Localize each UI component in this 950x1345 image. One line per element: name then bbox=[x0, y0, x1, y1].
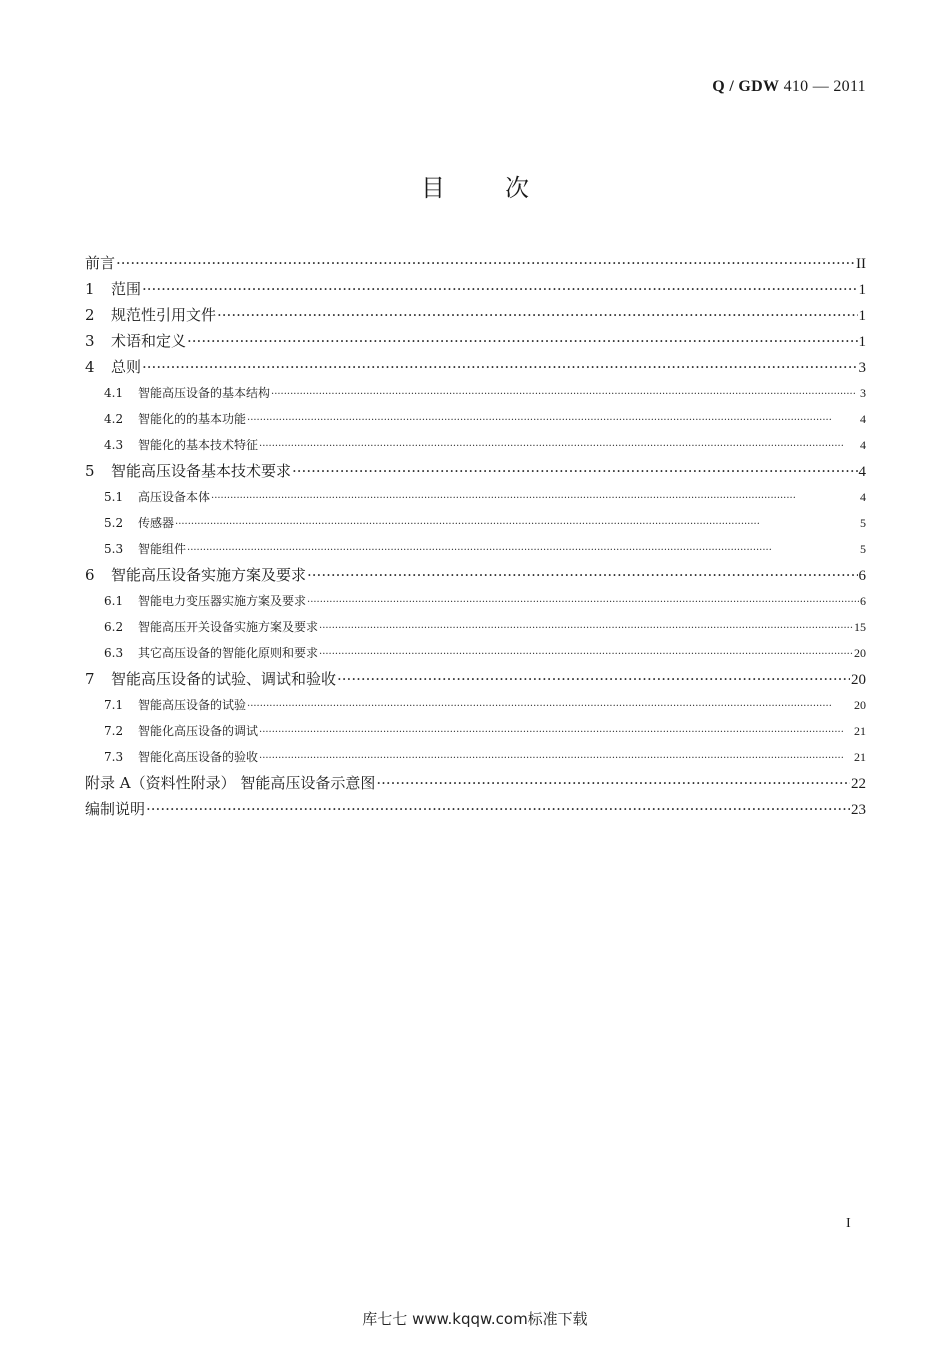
toc-entry-title: 智能高压设备基本技术要求 bbox=[111, 462, 292, 480]
page-title-right: 次 bbox=[505, 174, 529, 202]
page-number: I bbox=[846, 1216, 851, 1231]
toc-entry-page: 3 bbox=[860, 386, 866, 400]
toc-entry-number: 4.3 bbox=[104, 438, 124, 452]
toc-dot-leader bbox=[259, 744, 853, 772]
toc-entry-title: 附录 A（资料性附录） 智能高压设备示意图 bbox=[85, 774, 376, 792]
toc-dot-leader bbox=[307, 588, 859, 616]
toc-dot-leader bbox=[259, 718, 853, 746]
toc-entry-page: 21 bbox=[854, 750, 866, 764]
toc-entry-page: 1 bbox=[858, 308, 866, 324]
toc-entry-title: 智能化的基本技术特征 bbox=[138, 438, 259, 452]
toc-entry-page: 5 bbox=[860, 516, 866, 530]
toc-entry-number: 7.1 bbox=[104, 698, 124, 712]
toc-entry-page: 23 bbox=[851, 802, 866, 818]
toc-entry-page: 21 bbox=[854, 724, 866, 738]
toc-entry[interactable] bbox=[85, 458, 866, 484]
document-code-prefix: Q / GDW bbox=[712, 78, 780, 95]
toc-dot-leader bbox=[319, 614, 853, 642]
toc-subentry[interactable] bbox=[85, 406, 866, 432]
toc-entry-page: 1 bbox=[858, 334, 866, 350]
toc-entry-title: 智能高压设备的试验 bbox=[138, 698, 247, 712]
toc-dot-leader bbox=[142, 354, 857, 380]
toc-dot-leader bbox=[337, 666, 850, 692]
toc-subentry[interactable] bbox=[85, 614, 866, 640]
toc-dot-leader bbox=[247, 692, 853, 720]
toc-entry-title: 智能高压设备实施方案及要求 bbox=[111, 566, 307, 584]
toc-entry-page: II bbox=[856, 256, 866, 272]
toc-entry[interactable] bbox=[85, 666, 866, 692]
toc-subentry[interactable] bbox=[85, 692, 866, 718]
toc-dot-leader bbox=[211, 484, 859, 512]
toc-entry-number: 5 bbox=[85, 462, 95, 480]
toc-subentry[interactable] bbox=[85, 380, 866, 406]
toc-entry-number: 6.2 bbox=[104, 620, 124, 634]
toc-entry-title: 智能化高压设备的验收 bbox=[138, 750, 259, 764]
toc-dot-leader bbox=[116, 250, 855, 276]
toc-entry-number: 7 bbox=[85, 670, 95, 688]
toc-entry-page: 22 bbox=[851, 776, 866, 792]
toc-dot-leader bbox=[292, 458, 857, 484]
toc-entry-number: 1 bbox=[85, 280, 95, 298]
toc-entry-title: 总则 bbox=[111, 358, 142, 376]
toc-entry-page: 5 bbox=[860, 542, 866, 556]
toc-entry-number: 7.3 bbox=[104, 750, 124, 764]
toc-entry[interactable] bbox=[85, 562, 866, 588]
toc-entry-title: 编制说明 bbox=[85, 800, 146, 818]
toc-entry[interactable] bbox=[85, 354, 866, 380]
toc-entry-title: 规范性引用文件 bbox=[111, 306, 217, 324]
table-of-contents bbox=[85, 250, 866, 822]
toc-entry-page: 20 bbox=[854, 698, 866, 712]
toc-entry-title: 智能高压设备的试验、调试和验收 bbox=[111, 670, 337, 688]
toc-subentry[interactable] bbox=[85, 484, 866, 510]
toc-subentry[interactable] bbox=[85, 536, 866, 562]
page-title-left: 目 bbox=[421, 174, 445, 202]
toc-entry-page: 20 bbox=[851, 672, 866, 688]
toc-entry-page: 4 bbox=[860, 438, 866, 452]
document-code-number: 410 — 2011 bbox=[779, 78, 866, 95]
toc-entry[interactable] bbox=[85, 770, 866, 796]
toc-entry-number: 2 bbox=[85, 306, 95, 324]
toc-entry-number: 5.3 bbox=[104, 542, 124, 556]
toc-entry-number: 6.3 bbox=[104, 646, 124, 660]
toc-entry-page: 4 bbox=[860, 412, 866, 426]
toc-subentry[interactable] bbox=[85, 640, 866, 666]
toc-dot-leader bbox=[146, 796, 850, 822]
footer-watermark: 库七七 www.kqqw.com标准下载 bbox=[362, 1310, 588, 1328]
toc-entry[interactable] bbox=[85, 250, 866, 276]
toc-entry-title: 智能高压设备的基本结构 bbox=[138, 386, 271, 400]
toc-entry-number: 3 bbox=[85, 332, 95, 350]
toc-entry-title: 智能电力变压器实施方案及要求 bbox=[138, 594, 307, 608]
toc-entry-number: 6 bbox=[85, 566, 95, 584]
toc-entry-title: 高压设备本体 bbox=[138, 490, 211, 504]
toc-dot-leader bbox=[217, 302, 857, 328]
toc-entry-number: 7.2 bbox=[104, 724, 124, 738]
toc-dot-leader bbox=[175, 510, 859, 538]
toc-entry-page: 1 bbox=[858, 282, 866, 298]
toc-subentry[interactable] bbox=[85, 588, 866, 614]
document-code bbox=[712, 78, 866, 96]
page-title bbox=[0, 168, 950, 203]
toc-subentry[interactable] bbox=[85, 744, 866, 770]
toc-entry-title: 前言 bbox=[85, 254, 116, 272]
toc-entry-page: 6 bbox=[860, 594, 866, 608]
toc-entry[interactable] bbox=[85, 796, 866, 822]
toc-entry-number: 6.1 bbox=[104, 594, 124, 608]
toc-entry-number: 4 bbox=[85, 358, 95, 376]
toc-dot-leader bbox=[319, 640, 853, 668]
toc-entry-page: 4 bbox=[860, 490, 866, 504]
toc-entry-number: 5.2 bbox=[104, 516, 124, 530]
toc-entry-number: 4.1 bbox=[104, 386, 124, 400]
toc-entry-page: 3 bbox=[858, 360, 866, 376]
toc-entry-title: 其它高压设备的智能化原则和要求 bbox=[138, 646, 319, 660]
toc-entry-title: 传感器 bbox=[138, 516, 175, 530]
toc-dot-leader bbox=[376, 770, 850, 796]
toc-subentry[interactable] bbox=[85, 718, 866, 744]
toc-dot-leader bbox=[271, 380, 859, 408]
toc-entry-page: 6 bbox=[858, 568, 866, 584]
toc-subentry[interactable] bbox=[85, 432, 866, 458]
toc-dot-leader bbox=[187, 328, 857, 354]
toc-entry-title: 术语和定义 bbox=[111, 332, 187, 350]
toc-entry-number: 5.1 bbox=[104, 490, 124, 504]
toc-entry[interactable] bbox=[85, 302, 866, 328]
toc-entry[interactable] bbox=[85, 276, 866, 302]
toc-dot-leader bbox=[307, 562, 857, 588]
toc-dot-leader bbox=[142, 276, 857, 302]
toc-entry-page: 20 bbox=[854, 646, 866, 660]
toc-entry-page: 4 bbox=[858, 464, 866, 480]
toc-dot-leader bbox=[187, 536, 859, 564]
toc-subentry[interactable] bbox=[85, 510, 866, 536]
toc-entry-page: 15 bbox=[854, 620, 866, 634]
toc-entry-title: 智能化高压设备的调试 bbox=[138, 724, 259, 738]
toc-entry-number: 4.2 bbox=[104, 412, 124, 426]
toc-entry[interactable] bbox=[85, 328, 866, 354]
toc-entry-title: 智能组件 bbox=[138, 542, 187, 556]
toc-entry-title: 范围 bbox=[111, 280, 142, 298]
toc-dot-leader bbox=[247, 406, 859, 434]
toc-entry-title: 智能高压开关设备实施方案及要求 bbox=[138, 620, 319, 634]
toc-entry-title: 智能化的的基本功能 bbox=[138, 412, 247, 426]
toc-dot-leader bbox=[259, 432, 859, 460]
